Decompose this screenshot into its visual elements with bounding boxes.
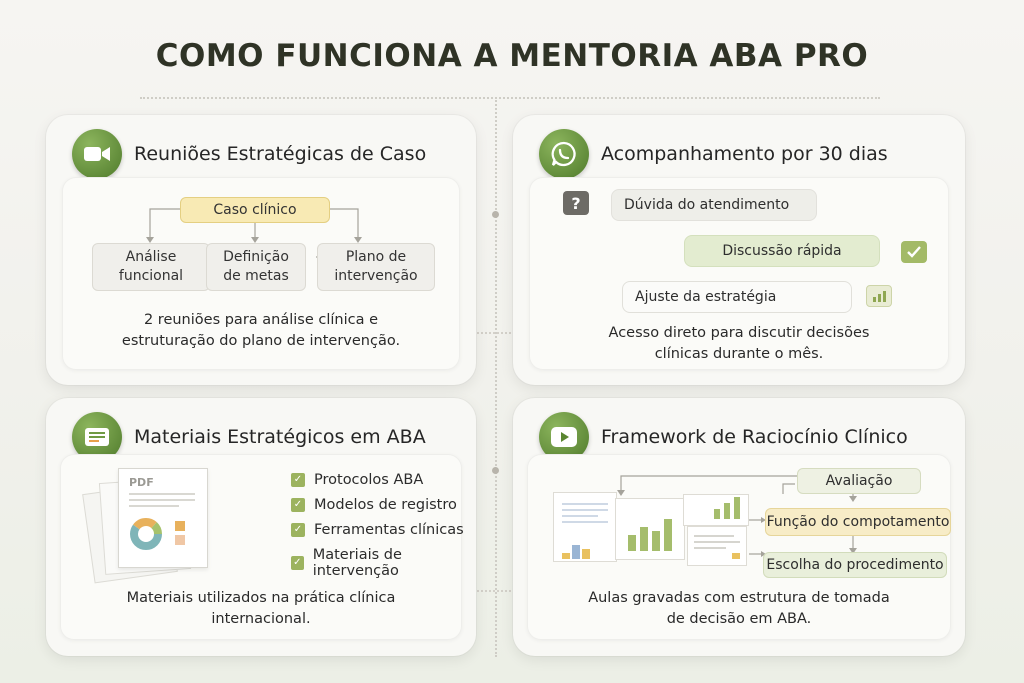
card-reunioes [46, 115, 476, 385]
card-framework [513, 398, 965, 656]
bar-chart-icon [866, 285, 892, 307]
question-icon: ? [563, 191, 589, 215]
checkbox-checked-icon: ✓ [291, 556, 304, 570]
chat-bubble: Dúvida do atendimento [611, 189, 817, 221]
card-title: Framework de Raciocínio Clínico [601, 426, 908, 448]
checklist-item: ✓ Modelos de registro [291, 497, 457, 513]
card-caption: Materiais utilizados na prática clínica internacional. [126, 590, 396, 627]
card-caption: Acesso direto para discutir decisões clínicas durante o mês. [608, 325, 870, 362]
divider-horizontal [140, 97, 880, 99]
page-title: COMO FUNCIONA A MENTORIA ABA PRO [155, 38, 869, 74]
checklist-item: ✓ Ferramentas clínicas [291, 522, 464, 538]
card-caption: Aulas gravadas com estrutura de tomada de decisão em ABA. [588, 590, 890, 627]
check-icon [901, 241, 927, 263]
divider-dot [492, 467, 499, 474]
card-title: Acompanhamento por 30 dias [601, 143, 888, 165]
pdf-document-icon: PDF [118, 468, 208, 568]
whatsapp-icon [539, 129, 589, 179]
card-materiais [46, 398, 476, 656]
framework-step-escolha: Escolha do procedimento [763, 552, 947, 578]
framework-step-funcao: Função do compotamento [765, 508, 951, 536]
divider-dot [492, 211, 499, 218]
chat-bubble: Discussão rápida [684, 235, 880, 267]
flow-node-analise: Análise funcional [92, 243, 210, 291]
card-title: Materiais Estratégicos em ABA [134, 426, 426, 448]
checkbox-checked-icon: ✓ [291, 498, 305, 512]
divider-vertical [495, 97, 497, 657]
video-camera-icon [72, 129, 122, 179]
checklist-item: ✓ Materiais de intervenção [291, 547, 476, 579]
framework-panel [527, 454, 951, 640]
flow-node-caso: Caso clínico [180, 197, 330, 223]
flow-node-plano: Plano de intervenção [317, 243, 435, 291]
checkbox-checked-icon: ✓ [291, 523, 305, 537]
chat-bubble: Ajuste da estratégia [622, 281, 852, 313]
chat-panel [529, 177, 949, 370]
framework-step-avaliacao: Avaliação [797, 468, 921, 494]
card-caption: 2 reuniões para análise clínica e estruturação do plano de intervenção. [121, 312, 401, 349]
checklist-item: ✓ Protocolos ABA [291, 472, 423, 488]
flow-node-metas: Definição de metas [206, 243, 306, 291]
card-title: Reuniões Estratégicas de Caso [134, 143, 427, 165]
flow-panel [62, 177, 460, 370]
card-acompanhamento [513, 115, 965, 385]
pie-chart-icon [129, 517, 163, 551]
checkbox-checked-icon: ✓ [291, 473, 305, 487]
